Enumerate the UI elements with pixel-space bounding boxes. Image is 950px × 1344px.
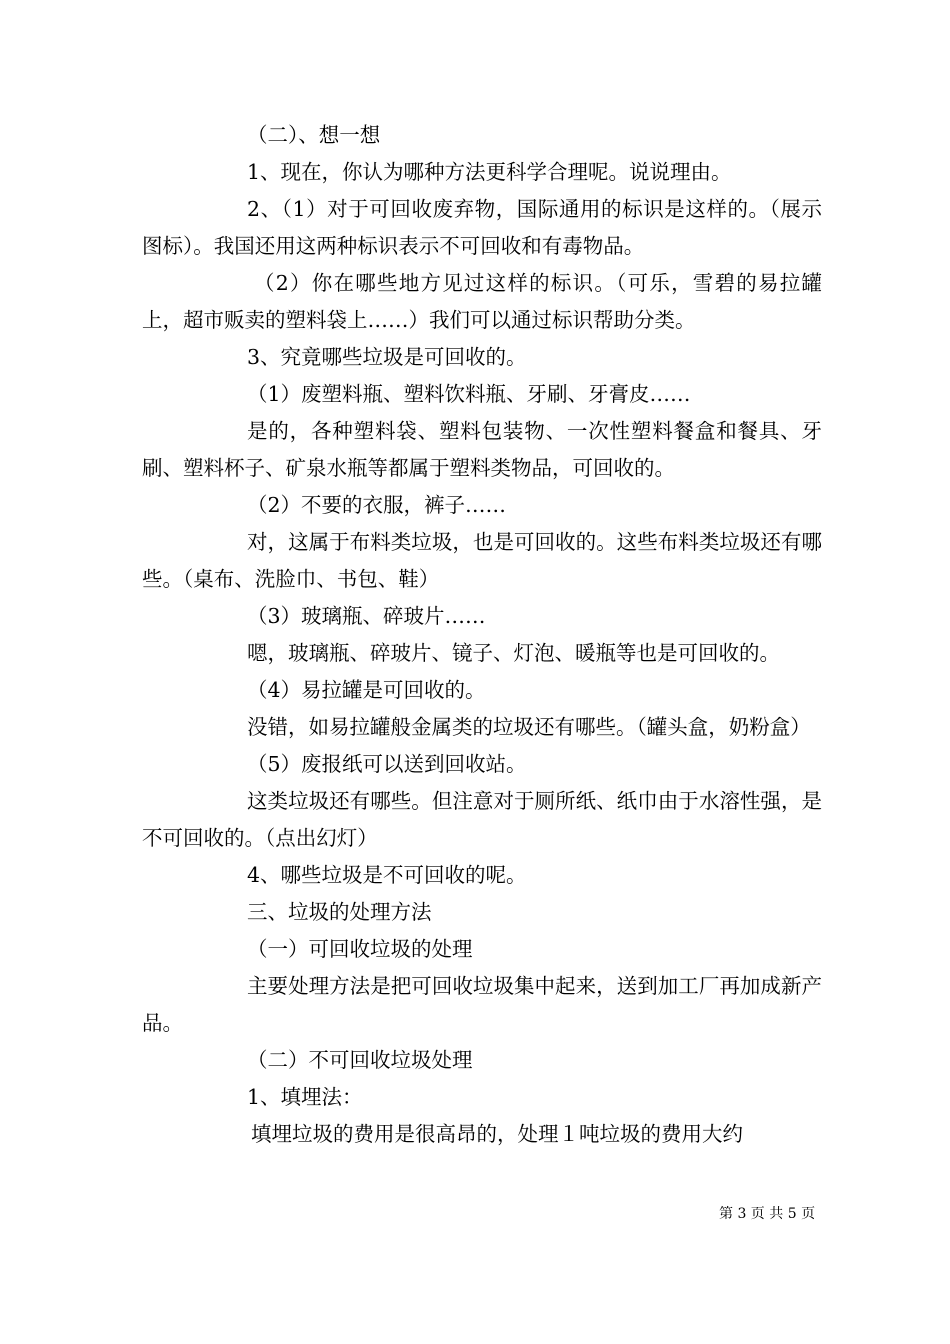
paragraph: 主要处理方法是把可回收垃圾集中起来，送到加工厂再加成新产品。: [142, 974, 822, 1035]
paragraph: 对，这属于布料类垃圾，也是可回收的。这些布料类垃圾还有哪些。（桌布、洗脸巾、书包、鞋）: [142, 530, 822, 591]
paragraph: （2）不要的衣服，裤子……: [247, 493, 507, 517]
section-heading: 三、垃圾的处理方法: [247, 900, 432, 924]
paragraph: （4）易拉罐是可回收的。: [247, 678, 486, 702]
paragraph: （二）不可回收垃圾处理: [247, 1048, 473, 1072]
paragraph: （2）你在哪些地方见过这样的标识。（可乐，雪碧的易拉罐上，超市贩卖的塑料袋上……）我们可以通过标识帮助分类。: [142, 271, 822, 332]
paragraph: （一）可回收垃圾的处理: [247, 937, 473, 961]
paragraph: 嗯，玻璃瓶、碎玻片、镜子、灯泡、暖瓶等也是可回收的。: [247, 641, 780, 665]
paragraph: （3）玻璃瓶、碎玻片……: [247, 604, 486, 628]
document-body: [142, 117, 822, 1153]
paragraph: 1、填埋法：: [247, 1085, 363, 1109]
paragraph: 是的，各种塑料袋、塑料包装物、一次性塑料餐盒和餐具、牙刷、塑料杯子、矿泉水瓶等都属于塑料类物品，可回收的。: [142, 419, 822, 480]
paragraph: 没错，如易拉罐般金属类的垃圾还有哪些。（罐头盒，奶粉盒）: [247, 715, 811, 739]
paragraph: （1）废塑料瓶、塑料饮料瓶、牙刷、牙膏皮……: [247, 382, 691, 406]
paragraph: 填埋垃圾的费用是很高昂的，处理１吨垃圾的费用大约: [251, 1122, 743, 1146]
paragraph: 4、哪些垃圾是不可回收的呢。: [247, 863, 527, 887]
paragraph: （二）、想一想: [247, 123, 381, 147]
paragraph: （5）废报纸可以送到回收站。: [247, 752, 527, 776]
paragraph: 这类垃圾还有哪些。但注意对于厕所纸、纸巾由于水溶性强，是不可回收的。（点出幻灯）: [142, 789, 822, 850]
paragraph: 3、究竟哪些垃圾是可回收的。: [247, 345, 527, 369]
paragraph: 1、现在，你认为哪种方法更科学合理呢。说说理由。: [247, 160, 732, 184]
page-number-footer: 第 3 页 共 5 页: [719, 1206, 816, 1222]
paragraph: 2、（1）对于可回收废弃物，国际通用的标识是这样的。（展示图标）。我国还用这两种标识表示不可回收和有毒物品。: [142, 197, 822, 258]
